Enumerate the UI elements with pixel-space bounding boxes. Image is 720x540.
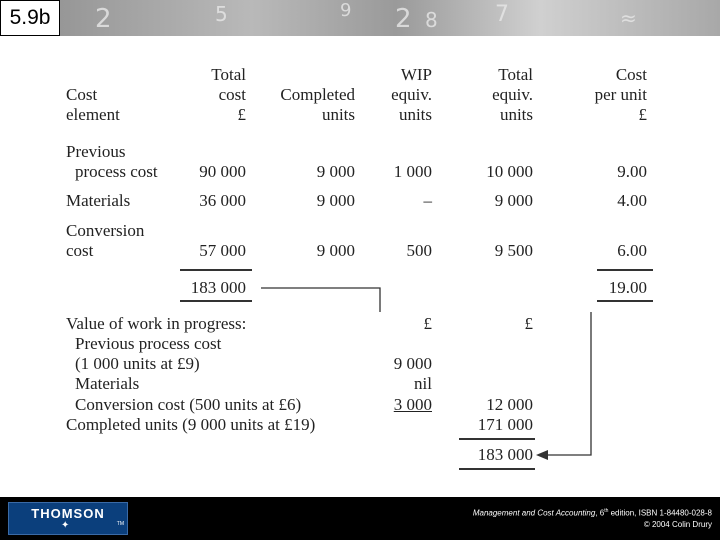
edition-isbn: edition, ISBN 1-84480-028-8 xyxy=(608,508,712,518)
row-conversion-cpu: 6.00 xyxy=(617,241,647,260)
row-materials-wip: – xyxy=(423,191,432,210)
arrow-head xyxy=(536,450,548,460)
row-conversion-wip: 500 xyxy=(406,241,432,260)
header-completed-l3: units xyxy=(321,105,355,124)
cpu-sum: 19.00 xyxy=(608,278,647,297)
grand-total-rule-top xyxy=(459,438,535,440)
footer-copyright: © 2004 Colin Drury xyxy=(643,520,712,529)
wip-line-2: (1 000 units at £9) xyxy=(75,354,200,373)
total-cost-rule-top xyxy=(180,269,252,271)
wip-line-5: Completed units (9 000 units at £19) xyxy=(66,415,316,434)
wip-col2-header: £ xyxy=(524,314,533,333)
logo-star-icon: ✦ xyxy=(61,520,70,531)
footer-citation xyxy=(473,508,712,518)
thomson-logo xyxy=(8,502,128,535)
row-materials-cpu: 4.00 xyxy=(617,191,647,210)
wip-line-3: Materials xyxy=(75,374,140,393)
row-conversion-completed: 9 000 xyxy=(316,241,355,260)
row-materials-total-equiv: 9 000 xyxy=(494,191,533,210)
wip-line-3-value: nil xyxy=(414,374,432,393)
header-cost-element-l2: Cost xyxy=(66,85,98,104)
banner-decoration: 2 xyxy=(395,4,412,34)
cpu-rule-bottom xyxy=(597,300,653,302)
row-conversion-label: Conversion xyxy=(66,221,145,240)
header-cpu-l2: per unit xyxy=(594,85,647,104)
row-previous-total-cost: 90 000 xyxy=(199,162,246,181)
header-total-equiv-l3: units xyxy=(499,105,533,124)
wip-col1-header: £ xyxy=(423,314,432,333)
header-total-cost-l1: Total xyxy=(211,65,246,84)
header-wip-l3: units xyxy=(398,105,432,124)
wip-heading: Value of work in progress: xyxy=(66,314,247,333)
row-materials-completed: 9 000 xyxy=(316,191,355,210)
banner-decoration: 2 xyxy=(95,4,112,34)
row-previous-label-2: process cost xyxy=(75,162,158,181)
banner-decoration: 8 xyxy=(425,8,438,32)
total-cost-rule-bottom xyxy=(180,300,252,302)
edition-number: , 6 xyxy=(595,508,605,518)
header-total-equiv-l2: equiv. xyxy=(492,85,533,104)
header-cpu-l1: Cost xyxy=(615,65,647,84)
logo-trademark: TM xyxy=(116,521,124,527)
grand-total-rule-bottom xyxy=(459,468,535,470)
total-to-wip-connector xyxy=(261,288,380,312)
row-previous-completed: 9 000 xyxy=(316,162,355,181)
wip-line-4-value: 3 000 xyxy=(393,395,432,414)
wip-line-4-total: 12 000 xyxy=(486,395,533,414)
banner-decoration: 9 xyxy=(340,0,352,21)
header-banner xyxy=(0,0,720,36)
wip-line-4: Conversion cost (500 units at £6) xyxy=(75,395,302,414)
row-conversion-total-cost: 57 000 xyxy=(199,241,246,260)
logo-text: THOMSON xyxy=(31,506,105,521)
banner-decoration: ≈ xyxy=(620,6,637,30)
header-completed-l2: Completed xyxy=(280,85,355,104)
row-previous-cpu: 9.00 xyxy=(617,162,647,181)
row-previous-label: Previous xyxy=(66,142,126,161)
slide-number: 5.9b xyxy=(0,0,60,36)
header-wip-l1: WIP xyxy=(400,65,432,84)
row-materials-label: Materials xyxy=(66,191,131,210)
header-total-cost-l2: cost xyxy=(218,85,246,104)
banner-decoration: 7 xyxy=(495,2,509,27)
book-title: Management and Cost Accounting xyxy=(472,508,596,518)
wip-line-5-total: 171 000 xyxy=(477,415,533,434)
row-conversion-label-2: cost xyxy=(66,241,94,260)
header-cost-element-l3: element xyxy=(66,105,120,124)
wip-line-2-value: 9 000 xyxy=(393,354,432,373)
header-cpu-l3: £ xyxy=(638,105,647,124)
footer-bar xyxy=(0,497,720,540)
cpu-to-grand-total-arrow xyxy=(546,312,591,455)
edition-suffix: th xyxy=(604,508,609,514)
banner-decoration: 5 xyxy=(215,2,228,26)
row-materials-total-cost: 36 000 xyxy=(199,191,246,210)
total-cost-sum: 183 000 xyxy=(190,278,246,297)
wip-line-1: Previous process cost xyxy=(75,334,222,353)
grand-total: 183 000 xyxy=(477,445,533,464)
cpu-rule-top xyxy=(597,269,653,271)
header-total-equiv-l1: Total xyxy=(498,65,533,84)
header-wip-l2: equiv. xyxy=(391,85,432,104)
header-total-cost-l3: £ xyxy=(237,105,246,124)
row-conversion-total-equiv: 9 500 xyxy=(494,241,533,260)
row-previous-wip: 1 000 xyxy=(393,162,432,181)
row-previous-total-equiv: 10 000 xyxy=(486,162,533,181)
